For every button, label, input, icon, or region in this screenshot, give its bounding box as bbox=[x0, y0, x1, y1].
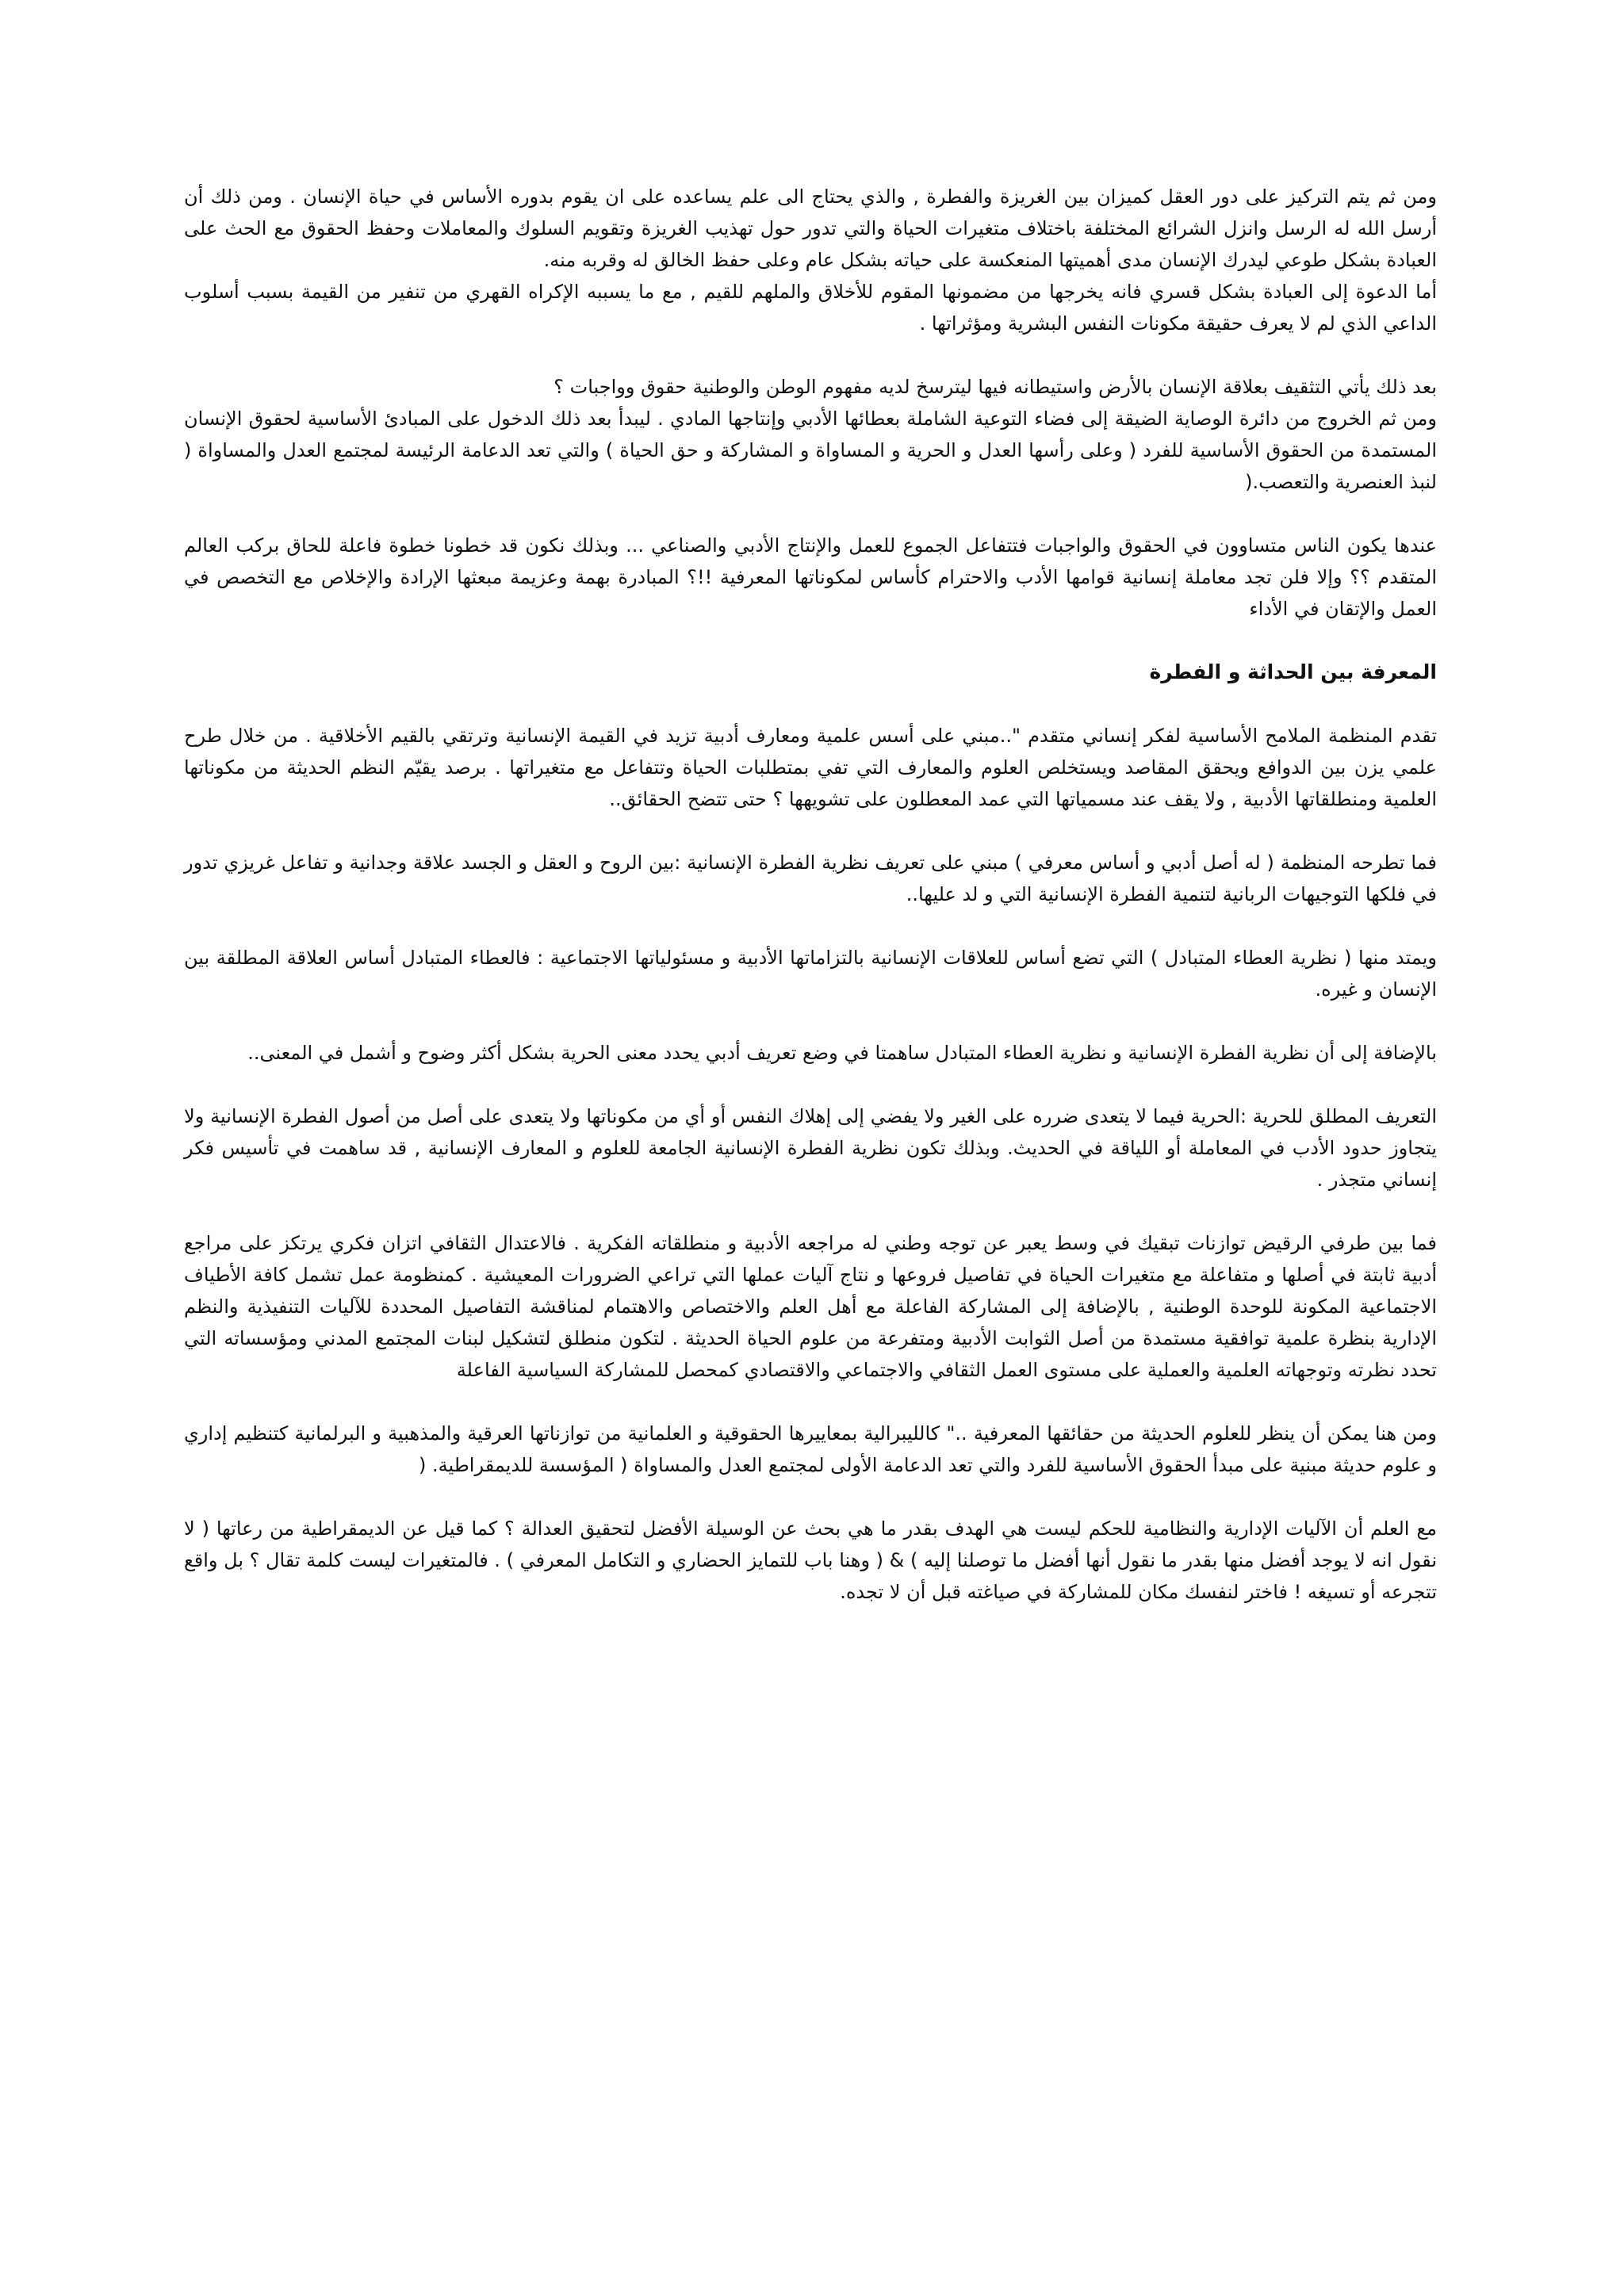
document-body bbox=[184, 181, 1437, 1640]
paragraph-cultural-moderation: فما بين طرفي الرقيض توازنات تبقيك في وسط يعبر عن توجه وطني له مراجعه الأدبية و منطلقاته الفكرية . فالاعتدال الثقافي اتزان فكري يرتكز على مراجع أدبية ثابتة في أصلها و متفاعلة مع متغيرات الحياة في تفاصيل فروعها و نتاج آليات عملها التي تراعي الضرورات المعيشية . كمنظومة عمل تشمل كافة الأطياف الاجتماعية المكونة للوحدة الوطنية , بالإضافة إلى المشاركة الفاعلة مع أهل العلم والاختصاص والاهتمام لمناقشة التفاصيل المحددة للآليات التنفيذية والنظم الإدارية بنظرة علمية توافقية مستمدة من أصل الثوابت الأدبية ومتفرعة من علوم الحياة الحديثة . لتكون منطلق لتشكيل لبنات المجتمع المدني ومؤسساته التي تحدد نظرته وتوجهاته العلمية والعملية على مستوى العمل الثقافي والاجتماعي والاقتصادي كمحصل للمشاركة السياسية الفاعلة bbox=[184, 1232, 1437, 1381]
paragraph-democracy: مع العلم أن الآليات الإدارية والنظامية للحكم ليست هي الهدف بقدر ما هي بحث عن الوسيلة الأفضل لتحقيق العدالة ؟ كما قيل عن الديمقراطية من رعاتها ( لا نقول انه لا يوجد أفضل منها بقدر ما نقول أنها أفضل ما توصلنا إليه ) & ( وهنا باب للتمايز الحضاري و التكامل المعرفي ) . فالمتغيرات ليست كلمة تقال ؟ بل واقع تتجرعه أو تسيغه ! فاختر لنفسك مكان للمشاركة في صياغته قبل أن لا تجده. bbox=[184, 1517, 1437, 1603]
paragraph-modern-sciences: ومن هنا يمكن أن ينظر للعلوم الحديثة من حقائقها المعرفية .." كالليبرالية بمعاييرها الحقوقية و العلمانية من توازناتها العرقية والمذهبية و البرلمانية كتنظيم إداري و علوم حديثة مبنية على مبدأ الحقوق الأساسية للفرد والتي تعد الدعامة الأولى لمجتمع العدل والمساواة ( المؤسسة للديمقراطية. ( bbox=[184, 1422, 1437, 1476]
paragraph-equal-rights: عندها يكون الناس متساوون في الحقوق والواجبات فتتفاعل الجموع للعمل والإنتاج الأدبي والصناعي ... وبذلك نكون قد خطونا خطوة فاعلة للحاق بركب العالم المتقدم ؟؟ وإلا فلن تجد معاملة إنسانية قوامها الأدب والاحترام كأساس لمكوناتها المعرفية !!؟ المبادرة بهمة وعزيمة مبعثها الإرادة والإخلاص مع التخصص في العمل والإتقان في الأداء bbox=[184, 534, 1437, 620]
paragraph-freedom-definition-intro: بالإضافة إلى أن نظرية الفطرة الإنسانية و نظرية العطاء المتبادل ساهمتا في وضع تعريف أدبي يحدد معنى الحرية بشكل أكثر وضوح و أشمل في المعنى.. bbox=[247, 1042, 1437, 1064]
section-heading: المعرفة بين الحداثة و الفطرة bbox=[1149, 660, 1437, 683]
paragraph-reason-balance: ومن ثم يتم التركيز على دور العقل كميزان بين الغريزة والفطرة , والذي يحتاج الى علم يساعده على ان يقوم بدوره الأساس في حياة الإنسان . ومن ذلك أن أرسل الله له الرسل وانزل الشرائع المختلفة باختلاف متغيرات الحياة والتي تدور حول تهذيب الغريزة وتقويم السلوك والمعاملات وحفظ الحقوق مع الحث على العبادة بشكل طوعي ليدرك الإنسان مدى أهميتها المنعكسة على حياته بشكل عام وعلى حفظ الخالق له وقربه منه. bbox=[184, 186, 1437, 271]
paragraph-human-nature-theory: فما تطرحه المنظمة ( له أصل أدبي و أساس معرفي ) مبني على تعريف نظرية الفطرة الإنسانية :بين الروح و العقل و الجسد علاقة وجدانية و تفاعل غريزي تدور في فلكها التوجيهات الربانية لتنمية الفطرة الإنسانية التي و لد عليها.. bbox=[184, 851, 1437, 905]
paragraph-forced-worship: أما الدعوة إلى العبادة بشكل قسري فانه يخرجها من مضمونها المقوم للأخلاق والملهم للقيم , مع ما يسببه الإكراه القهري من تنفير من القيمة بسبب أسلوب الداعي الذي لم لا يعرف حقيقة مكونات النفس البشرية ومؤثراتها . bbox=[184, 281, 1437, 335]
paragraph-homeland-education: بعد ذلك يأتي التثقيف بعلاقة الإنسان بالأرض واستيطانه فيها ليترسخ لديه مفهوم الوطن والوطنية حقوق وواجبات ؟ bbox=[553, 376, 1437, 398]
paragraph-human-rights: ومن ثم الخروج من دائرة الوصاية الضيقة إلى فضاء التوعية الشاملة بعطائها الأدبي وإنتاجها المادي . ليبدأ بعد ذلك الدخول على المبادئ الأساسية لحقوق الإنسان المستمدة من الحقوق الأساسية للفرد ( وعلى رأسها العدل و الحرية و المساواة و المشاركة و حق الحياة ) والتي تعد الدعامة الرئيسة لمجتمع العدل والمساواة ( لنبذ العنصرية والتعصب.( bbox=[184, 408, 1437, 493]
paragraph-organization-features: تقدم المنظمة الملامح الأساسية لفكر إنساني متقدم "..مبني على أسس علمية ومعارف أدبية تزيد في القيمة الإنسانية وترتقي بالقيم الأخلاقية . من خلال طرح علمي يزن بين الدوافع ويحقق المقاصد ويستخلص العلوم والمعارف التي تفي بمتطلبات الحياة وتتفاعل مع متغيراتها . برصد يقيّم النظم الحديثة من مكوناتها العلمية ومنطلقاتها الأدبية , ولا يقف عند مسمياتها التي عمد المعطلون على تشويهها ؟ حتى تتضح الحقائق.. bbox=[184, 725, 1437, 810]
paragraph-freedom-definition: التعريف المطلق للحرية :الحرية فيما لا يتعدى ضرره على الغير ولا يفضي إلى إهلاك النفس أو أي من مكوناتها ولا يتعدى على أصل من أصول الفطرة الإنسانية ولا يتجاوز حدود الأدب في المعاملة أو اللياقة في الحديث. وبذلك تكون نظرية الفطرة الإنسانية الجامعة للعلوم و المعارف الإنسانية , قد ساهمت في تأسيس فكر إنساني متجذر . bbox=[184, 1105, 1437, 1191]
paragraph-mutual-giving: ويمتد منها ( نظرية العطاء المتبادل ) التي تضع أساس للعلاقات الإنسانية بالتزاماتها الأدبية و مسئولياتها الاجتماعية : فالعطاء المتبادل أساس العلاقة المطلقة بين الإنسان و غيره. bbox=[184, 947, 1437, 1001]
